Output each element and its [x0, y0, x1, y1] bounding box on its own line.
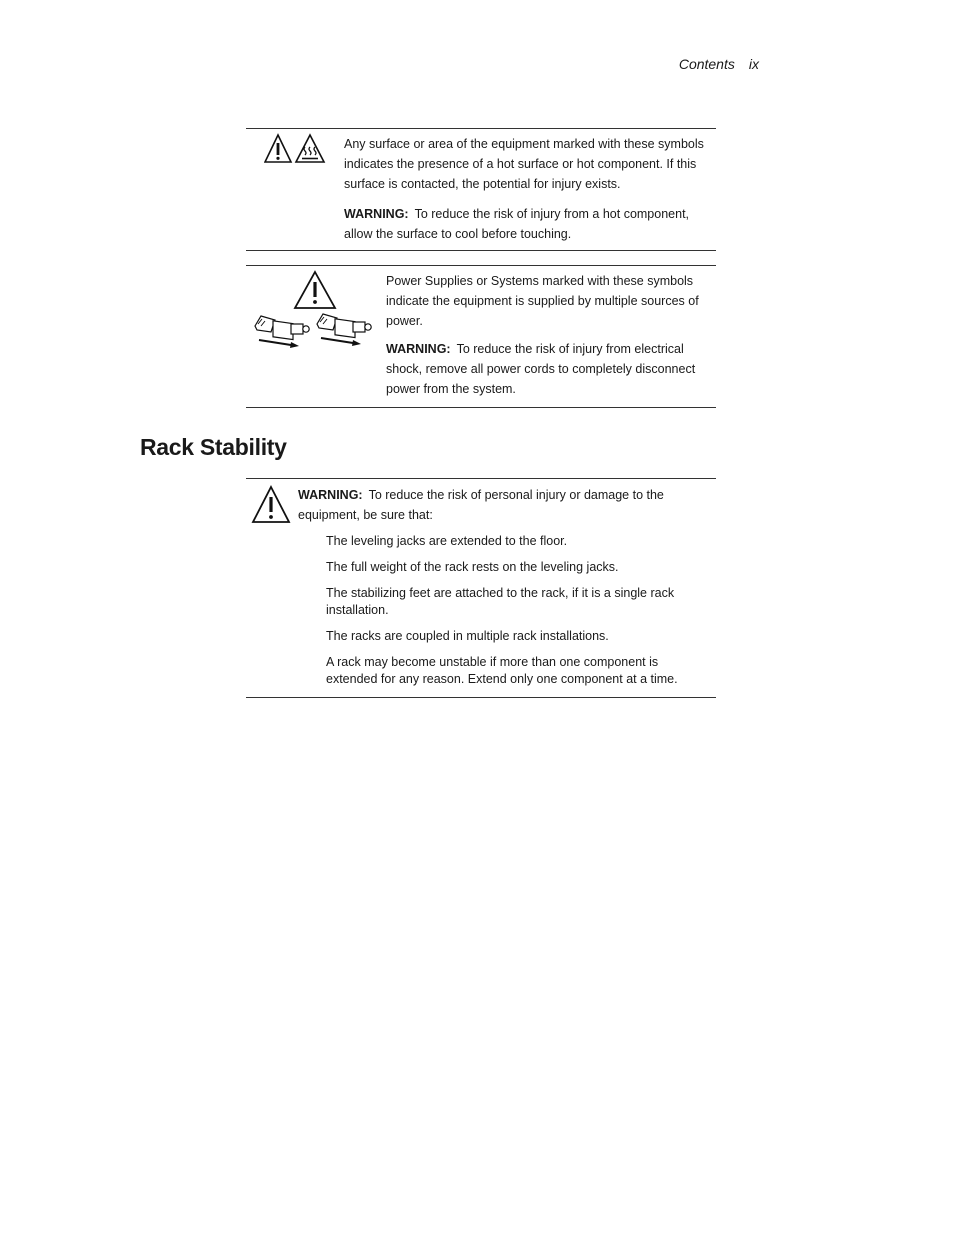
multiple-power-text [386, 271, 711, 399]
warning-triangle-icon [264, 133, 328, 165]
hot-surface-text [344, 134, 706, 244]
multiple-power-warning [386, 339, 711, 399]
running-head [560, 56, 759, 72]
warning-triangle-icon [251, 270, 381, 352]
multiple-power-description: Power Supplies or Systems marked with these symbols indicate the equipment is supplied by multiple sources of power. [386, 274, 699, 328]
multiple-power-icon-group [251, 270, 381, 357]
list-item: A rack may become unstable if more than one component is extended for any reason. Extend only one component at a time. [326, 655, 678, 686]
running-head-section: Contents [678, 56, 735, 72]
page-number: ix [748, 56, 759, 72]
list-item: The racks are coupled in multiple rack installations. [326, 629, 609, 643]
warning-label: WARNING: [386, 342, 451, 356]
power-plug-icon [255, 316, 309, 348]
warning-text: To reduce the risk of injury from electrical shock, remove all power cords to completely disconnect power from the system. [386, 342, 696, 396]
hot-surface-description: Any surface or area of the equipment marked with these symbols indicates the presence of a hot surface or hot component. If this surface is contacted, the potential for injury exists. [344, 137, 704, 191]
hot-surface-icon-group [264, 133, 328, 170]
list-item: The stabilizing feet are attached to the rack, if it is a single rack installation. [326, 586, 675, 617]
hot-surface-notice [246, 128, 716, 251]
section-heading: Rack Stability [140, 434, 287, 460]
multiple-power-notice [246, 265, 716, 408]
warning-label: WARNING: [344, 207, 409, 221]
rack-stability-notice [246, 478, 716, 698]
list-item: The full weight of the rack rests on the leveling jacks. [326, 560, 619, 574]
hot-surface-warning [344, 204, 706, 244]
warning-triangle-icon [251, 485, 291, 530]
power-plug-icon [317, 314, 371, 346]
warning-text: To reduce the risk of injury from a hot component, allow the surface to cool before touching. [344, 207, 690, 241]
rack-warning [298, 485, 710, 525]
warning-text: To reduce the risk of personal injury or damage to the equipment, be sure that: [298, 488, 664, 522]
rack-checklist [326, 533, 711, 697]
hot-surface-icon [296, 135, 324, 162]
list-item: The leveling jacks are extended to the floor. [326, 534, 568, 548]
warning-label: WARNING: [298, 488, 363, 502]
